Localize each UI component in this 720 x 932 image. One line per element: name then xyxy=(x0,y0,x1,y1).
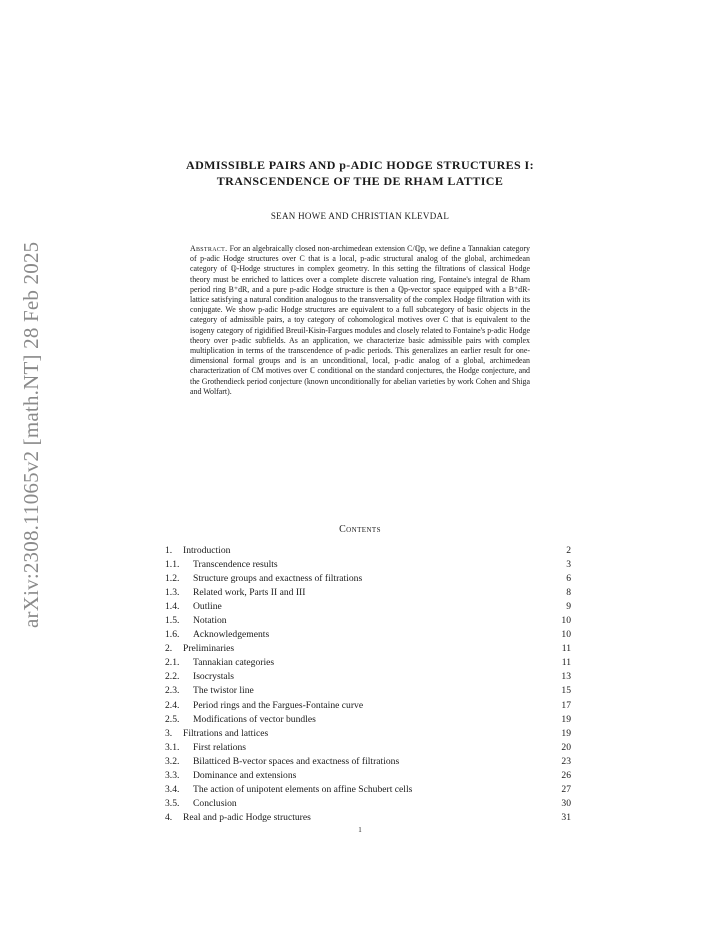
toc-entry-title: Conclusion xyxy=(193,798,237,810)
toc-entry-title: Transcendence results xyxy=(193,558,278,570)
toc-entry-title: Preliminaries xyxy=(183,643,235,655)
toc-entry[interactable] xyxy=(165,797,571,811)
toc-entry-page: 15 xyxy=(561,685,571,697)
toc-entry-page: 11 xyxy=(561,657,571,669)
toc-entry-title: Tannakian categories xyxy=(193,657,275,669)
title-line-1: ADMISSIBLE PAIRS AND p-ADIC HODGE STRUCTURES I: xyxy=(186,158,534,172)
toc-entry-page: 13 xyxy=(561,671,571,683)
toc-entry-number: 1.6. xyxy=(165,629,180,641)
toc-entry-page: 26 xyxy=(561,770,571,782)
toc-entry[interactable] xyxy=(165,769,571,783)
toc-entry[interactable] xyxy=(165,543,571,557)
toc-entry-title: First relations xyxy=(193,741,247,753)
paper-title xyxy=(150,157,570,189)
toc-entry[interactable] xyxy=(165,754,571,768)
toc-entry[interactable] xyxy=(165,726,571,740)
toc-entry-title: Acknowledgements xyxy=(193,629,270,641)
toc-entry-number: 3.3. xyxy=(165,770,180,782)
toc-entry-title: Real and p-adic Hodge structures xyxy=(183,812,311,824)
toc-entry-number: 2.4. xyxy=(165,699,180,711)
toc-entry-title: The twistor line xyxy=(193,685,254,697)
toc-entry-page: 17 xyxy=(561,699,571,711)
toc-entry-number: 1.4. xyxy=(165,600,180,612)
toc-entry-page: 3 xyxy=(566,558,571,570)
toc-entry-page: 30 xyxy=(561,798,571,810)
toc-entry-title: Structure groups and exactness of filtrations xyxy=(193,572,363,584)
toc-entry-number: 1.5. xyxy=(165,615,180,627)
toc-entry-number: 2.3. xyxy=(165,685,180,697)
toc-entry-page: 6 xyxy=(566,572,571,584)
toc-entry[interactable] xyxy=(165,656,571,670)
toc-entry-number: 3. xyxy=(165,727,173,739)
toc-entry-page: 19 xyxy=(561,713,571,725)
toc-entry[interactable] xyxy=(165,740,571,754)
toc-entry[interactable] xyxy=(165,585,571,599)
toc-entry-title: Bilatticed B-vector spaces and exactness of filtrations xyxy=(193,755,400,767)
toc-entry-page: 2 xyxy=(566,544,571,556)
toc-entry-page: 23 xyxy=(561,755,571,767)
toc-entry-title: Related work, Parts II and III xyxy=(193,586,306,598)
authors: SEAN HOWE AND CHRISTIAN KLEVDAL xyxy=(270,211,450,221)
toc-entry-number: 3.1. xyxy=(165,741,180,753)
toc-entry[interactable] xyxy=(165,571,571,585)
abstract xyxy=(190,244,530,397)
toc-entry-number: 2.5. xyxy=(165,713,180,725)
toc-entry-number: 3.5. xyxy=(165,798,180,810)
toc-entry[interactable] xyxy=(165,628,571,642)
toc-entry-number: 2.1. xyxy=(165,657,180,669)
toc-entry-title: Filtrations and lattices xyxy=(183,727,269,739)
toc-entry-number: 3.2. xyxy=(165,755,180,767)
contents-heading: Contents xyxy=(339,524,381,535)
toc-entry[interactable] xyxy=(165,684,571,698)
toc-entry[interactable] xyxy=(165,811,571,825)
abstract-heading: Abstract. xyxy=(190,244,228,253)
toc-entry[interactable] xyxy=(165,712,571,726)
table-of-contents xyxy=(165,543,571,825)
toc-entry-number: 1.2. xyxy=(165,572,180,584)
toc-entry-number: 4. xyxy=(165,812,173,824)
toc-entry-title: Outline xyxy=(193,600,222,612)
arxiv-identifier: arXiv:2308.11065v2 [math.NT] 28 Feb 2025 xyxy=(19,241,43,628)
toc-entry[interactable] xyxy=(165,670,571,684)
toc-entry-page: 31 xyxy=(561,812,571,824)
toc-entry[interactable] xyxy=(165,642,571,656)
toc-entry[interactable] xyxy=(165,613,571,627)
toc-entry-page: 20 xyxy=(561,741,571,753)
toc-entry-title: Period rings and the Fargues-Fontaine curve xyxy=(193,699,364,711)
toc-entry-page: 8 xyxy=(566,586,571,598)
toc-entry-title: The action of unipotent elements on affine Schubert cells xyxy=(193,784,413,796)
toc-entry-title: Dominance and extensions xyxy=(193,770,297,782)
toc-entry-page: 19 xyxy=(561,727,571,739)
toc-entry-title: Introduction xyxy=(183,544,231,556)
title-line-2: TRANSCENDENCE OF THE DE RHAM LATTICE xyxy=(216,174,504,188)
toc-entry[interactable] xyxy=(165,557,571,571)
toc-entry-title: Modifications of vector bundles xyxy=(193,713,316,725)
toc-entry-number: 1. xyxy=(165,544,173,556)
page-number: 1 xyxy=(358,826,362,834)
toc-entry-title: Notation xyxy=(193,615,227,627)
toc-entry-number: 3.4. xyxy=(165,784,180,796)
toc-entry[interactable] xyxy=(165,698,571,712)
toc-entry-page: 9 xyxy=(566,600,571,612)
toc-entry-page: 10 xyxy=(561,615,571,627)
toc-entry-number: 1.1. xyxy=(165,558,180,570)
toc-entry-number: 2. xyxy=(165,643,173,655)
toc-entry-number: 2.2. xyxy=(165,671,180,683)
toc-entry-page: 10 xyxy=(561,629,571,641)
toc-entry-number: 1.3. xyxy=(165,586,180,598)
toc-entry[interactable] xyxy=(165,783,571,797)
toc-entry-page: 11 xyxy=(561,643,571,655)
abstract-text: For an algebraically closed non-archimedean extension C/ℚp, we define a Tannakian category of p-adic Hodge structures over C that is a local, p-adic structural analog of the global, archimedean category of ℚ-Hodge structures in complex geometry. In this setting the filtrations of classical Hodge theory must be enriched to lattices over a complete discrete valuation ring, Fontaine's integral de Rham period ring B⁺dR, and a pure p-adic Hodge structure is then a ℚp-vector space equipped with a B⁺dR-lattice satisfying a natural condition analogous to the transversality of the complex Hodge filtration with its conjugate. We show p-adic Hodge structures are equivalent to a full subcategory of basic objects in the category of admissible pairs, a toy category of cohomological motives over C that is equivalent to the isogeny category of rigidified Breuil-Kisin-Fargues modules and closely related to Fontaine's p-adic Hodge theory over p-adic subfields. As an application, we characterize basic admissible pairs with complex multiplication in terms of the transcendence of p-adic periods. This generalizes an earlier result for one-dimensional formal groups and is an unconditional, local, p-adic analog of a global, archimedean characterization of CM motives over ℂ conditional on the standard conjectures, the Hodge conjecture, and the Grothendieck period conjecture (known unconditionally for abelian varieties by work Cohen and Shiga and Wolfart). xyxy=(190,244,530,396)
toc-entry-page: 27 xyxy=(561,784,571,796)
toc-entry[interactable] xyxy=(165,599,571,613)
toc-entry-title: Isocrystals xyxy=(193,671,235,683)
